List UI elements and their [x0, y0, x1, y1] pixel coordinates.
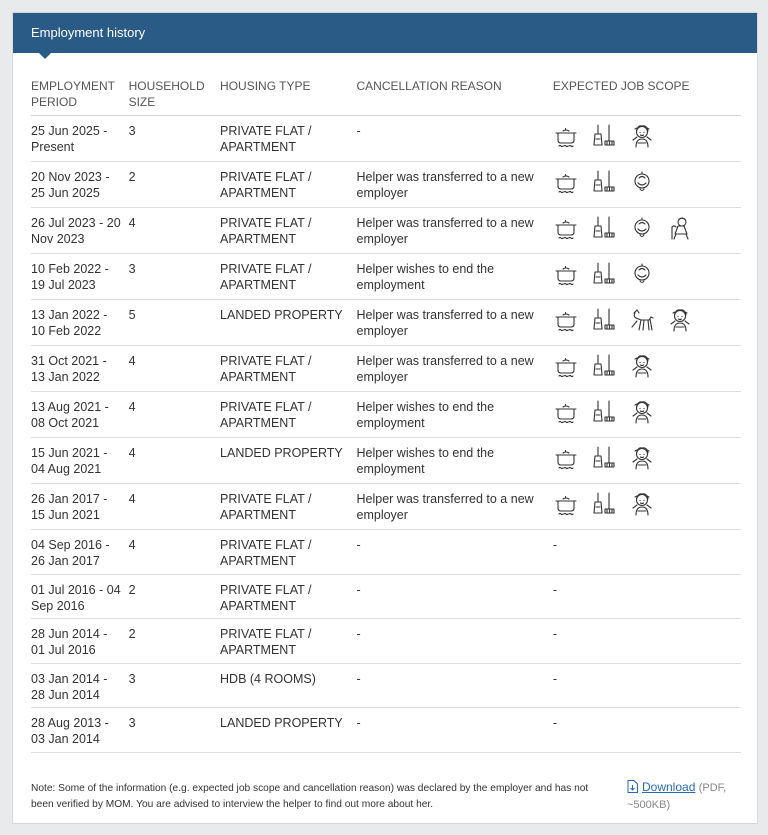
employment-period-cell: 03 Jan 2014 - 28 Jun 2014 — [31, 663, 129, 708]
cancellation-reason-cell: Helper was transferred to a new employer — [357, 162, 553, 208]
household-size-cell: 2 — [129, 574, 220, 619]
table-row — [31, 663, 741, 708]
housework-icon — [591, 491, 617, 517]
child-care-icon — [629, 399, 655, 425]
child-care-icon — [629, 123, 655, 149]
household-size-cell: 4 — [129, 484, 220, 530]
download-section — [627, 779, 747, 813]
job-scope-cell — [553, 346, 741, 392]
housework-icon — [591, 307, 617, 333]
employment-history-panel — [12, 12, 758, 824]
table-row — [31, 484, 741, 530]
table-row — [31, 208, 741, 254]
cancellation-reason-cell: - — [357, 116, 553, 162]
child-care-icon — [629, 353, 655, 379]
header-cancellation-reason: CANCELLATION REASON — [357, 73, 553, 116]
job-scope-cell: - — [553, 530, 741, 575]
job-scope-cell — [553, 438, 741, 484]
employment-period-cell: 13 Aug 2021 - 08 Oct 2021 — [31, 392, 129, 438]
housing-type-cell: PRIVATE FLAT / APARTMENT — [220, 162, 356, 208]
table-row — [31, 300, 741, 346]
household-size-cell: 3 — [129, 708, 220, 753]
employment-period-cell: 13 Jan 2022 - 10 Feb 2022 — [31, 300, 129, 346]
table-row — [31, 392, 741, 438]
cancellation-reason-cell: Helper was transferred to a new employer — [357, 484, 553, 530]
child-care-icon — [629, 445, 655, 471]
housing-type-cell: LANDED PROPERTY — [220, 708, 356, 753]
job-scope-cell: - — [553, 708, 741, 753]
housework-icon — [591, 123, 617, 149]
employment-period-cell: 31 Oct 2021 - 13 Jan 2022 — [31, 346, 129, 392]
job-scope-cell: - — [553, 663, 741, 708]
cooking-icon — [553, 445, 579, 471]
pet-care-icon — [629, 307, 655, 333]
cancellation-reason-cell: Helper wishes to end the employment — [357, 392, 553, 438]
panel-header — [13, 13, 757, 53]
household-size-cell: 3 — [129, 663, 220, 708]
employment-period-cell: 04 Sep 2016 - 26 Jan 2017 — [31, 530, 129, 575]
cooking-icon — [553, 261, 579, 287]
housework-icon — [591, 353, 617, 379]
cooking-icon — [553, 353, 579, 379]
job-scope-cell — [553, 116, 741, 162]
housework-icon — [591, 399, 617, 425]
housing-type-cell: PRIVATE FLAT / APARTMENT — [220, 116, 356, 162]
housing-type-cell: LANDED PROPERTY — [220, 438, 356, 484]
cooking-icon — [553, 491, 579, 517]
household-size-cell: 5 — [129, 300, 220, 346]
household-size-cell: 4 — [129, 346, 220, 392]
cancellation-reason-cell: - — [357, 663, 553, 708]
header-housing-type: HOUSING TYPE — [220, 73, 356, 116]
job-scope-icons — [553, 123, 741, 149]
household-size-cell: 4 — [129, 208, 220, 254]
table-header-row — [31, 73, 741, 116]
cancellation-reason-cell: - — [357, 708, 553, 753]
housing-type-cell: PRIVATE FLAT / APARTMENT — [220, 346, 356, 392]
cooking-icon — [553, 123, 579, 149]
table-row — [31, 254, 741, 300]
housework-icon — [591, 445, 617, 471]
job-scope-icons — [553, 399, 741, 425]
household-size-cell: 4 — [129, 392, 220, 438]
table-row — [31, 574, 741, 619]
job-scope-cell — [553, 392, 741, 438]
job-scope-icons — [553, 307, 741, 333]
document-download-icon — [627, 780, 638, 793]
header-household-size: HOUSEHOLD SIZE — [129, 73, 220, 116]
job-scope-cell — [553, 162, 741, 208]
job-scope-icons — [553, 491, 741, 517]
table-row — [31, 162, 741, 208]
employment-period-cell: 28 Jun 2014 - 01 Jul 2016 — [31, 619, 129, 664]
cooking-icon — [553, 169, 579, 195]
table-row — [31, 438, 741, 484]
household-size-cell: 3 — [129, 254, 220, 300]
job-scope-cell — [553, 208, 741, 254]
job-scope-cell — [553, 484, 741, 530]
housing-type-cell: PRIVATE FLAT / APARTMENT — [220, 530, 356, 575]
housing-type-cell: PRIVATE FLAT / APARTMENT — [220, 392, 356, 438]
housing-type-cell: LANDED PROPERTY — [220, 300, 356, 346]
job-scope-cell: - — [553, 619, 741, 664]
employment-period-cell: 10 Feb 2022 - 19 Jul 2023 — [31, 254, 129, 300]
job-scope-icons — [553, 445, 741, 471]
table-row — [31, 708, 741, 753]
household-size-cell: 2 — [129, 162, 220, 208]
job-scope-cell — [553, 300, 741, 346]
job-scope-cell: - — [553, 574, 741, 619]
housework-icon — [591, 215, 617, 241]
cooking-icon — [553, 215, 579, 241]
cancellation-reason-cell: - — [357, 619, 553, 664]
employment-period-cell: 26 Jul 2023 - 20 Nov 2023 — [31, 208, 129, 254]
job-scope-icons — [553, 261, 741, 287]
job-scope-icons — [553, 215, 741, 241]
job-scope-icons — [553, 169, 741, 195]
cancellation-reason-cell: Helper wishes to end the employment — [357, 254, 553, 300]
household-size-cell: 4 — [129, 438, 220, 484]
cancellation-reason-cell: - — [357, 530, 553, 575]
download-link[interactable]: Download — [642, 780, 696, 794]
job-scope-cell — [553, 254, 741, 300]
infant-care-icon — [629, 169, 655, 195]
household-size-cell: 2 — [129, 619, 220, 664]
child-care-icon — [667, 307, 693, 333]
panel-title: Employment history — [31, 25, 146, 40]
header-expected-job-scope: EXPECTED JOB SCOPE — [553, 73, 741, 116]
cooking-icon — [553, 399, 579, 425]
table-row — [31, 116, 741, 162]
cancellation-reason-cell: Helper was transferred to a new employer — [357, 208, 553, 254]
household-size-cell: 4 — [129, 530, 220, 575]
housing-type-cell: PRIVATE FLAT / APARTMENT — [220, 208, 356, 254]
employment-period-cell: 26 Jan 2017 - 15 Jun 2021 — [31, 484, 129, 530]
child-care-icon — [629, 491, 655, 517]
header-notch — [39, 53, 51, 59]
job-scope-icons — [553, 353, 741, 379]
cancellation-reason-cell: - — [357, 574, 553, 619]
infant-care-icon — [629, 261, 655, 287]
header-employment-period: EMPLOYMENT PERIOD — [31, 73, 129, 116]
employment-period-cell: 01 Jul 2016 - 04 Sep 2016 — [31, 574, 129, 619]
table-row — [31, 530, 741, 575]
household-size-cell: 3 — [129, 116, 220, 162]
housing-type-cell: PRIVATE FLAT / APARTMENT — [220, 254, 356, 300]
housework-icon — [591, 261, 617, 287]
download-meta: (PDF, ~500KB) — [627, 782, 727, 811]
housing-type-cell: PRIVATE FLAT / APARTMENT — [220, 619, 356, 664]
housing-type-cell: HDB (4 ROOMS) — [220, 663, 356, 708]
cooking-icon — [553, 307, 579, 333]
housing-type-cell: PRIVATE FLAT / APARTMENT — [220, 574, 356, 619]
infant-care-icon — [629, 215, 655, 241]
disclaimer-note: Note: Some of the information (e.g. expected job scope and cancellation reason) was declared by the employer and has not been verified by MOM. You are advised to interview the helper to find out more about her. — [31, 783, 589, 810]
elderly-care-icon — [667, 215, 693, 241]
cancellation-reason-cell: Helper was transferred to a new employer — [357, 346, 553, 392]
housing-type-cell: PRIVATE FLAT / APARTMENT — [220, 484, 356, 530]
employment-period-cell: 28 Aug 2013 - 03 Jan 2014 — [31, 708, 129, 753]
table-row — [31, 346, 741, 392]
employment-table — [31, 73, 741, 753]
employment-period-cell: 25 Jun 2025 - Present — [31, 116, 129, 162]
employment-period-cell: 15 Jun 2021 - 04 Aug 2021 — [31, 438, 129, 484]
employment-period-cell: 20 Nov 2023 - 25 Jun 2025 — [31, 162, 129, 208]
table-row — [31, 619, 741, 664]
cancellation-reason-cell: Helper wishes to end the employment — [357, 438, 553, 484]
cancellation-reason-cell: Helper was transferred to a new employer — [357, 300, 553, 346]
housework-icon — [591, 169, 617, 195]
